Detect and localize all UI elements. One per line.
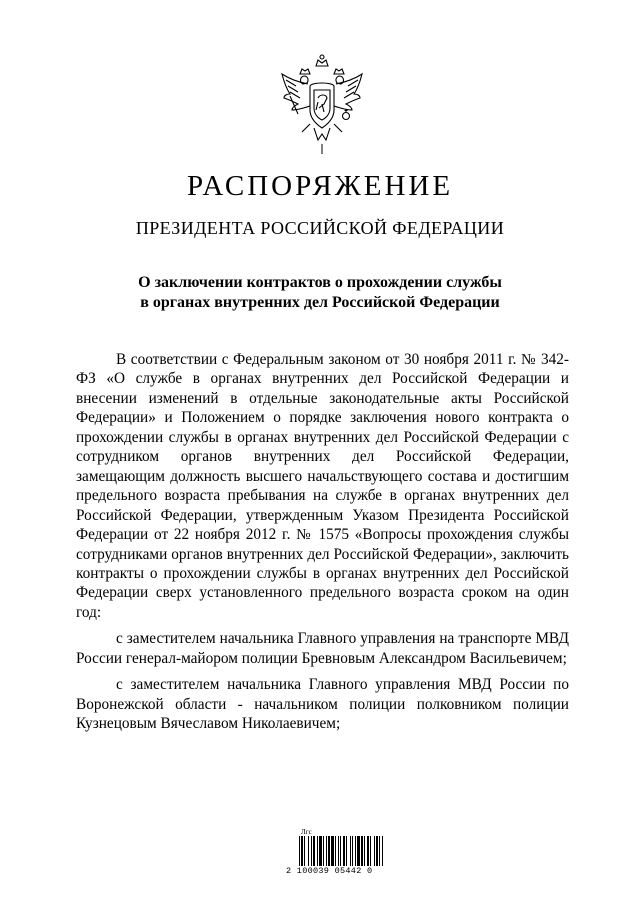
barcode-icon — [299, 836, 383, 866]
body-paragraph-3: с заместителем начальника Главного управления МВД России по Воронежской области - начальником полиции полковником полиции Кузнецовым Вячеславом Николаевичем; — [76, 676, 569, 733]
russian-coat-of-arms-icon — [272, 52, 372, 156]
registration-mark: Лгс — [301, 828, 312, 836]
barcode-number: 2 100039 05442 0 — [286, 866, 373, 876]
issuer-title: ПРЕЗИДЕНТА РОССИЙСКОЙ ФЕДЕРАЦИИ — [135, 218, 505, 238]
document-type-title: РАСПОРЯЖЕНИЕ — [186, 170, 454, 202]
heading-line-1: О заключении контрактов о прохождении службы — [138, 274, 502, 291]
heading-line-2: в органах внутренних дел Российской Федерации — [140, 294, 500, 311]
document-heading — [0, 273, 640, 313]
body-paragraph-2: с заместителем начальника Главного управления на транспорте МВД России генерал-майором полиции Бревновым Александром Васильевичем; — [76, 630, 569, 667]
document-body — [76, 350, 569, 734]
body-paragraph-1: В соответствии с Федеральным законом от 30 ноября 2011 г. № 342-ФЗ «О службе в органах внутренних дел Российской Федерации и внесении изменений в отдельные законодательные акты Российской Федерации» и Положением о порядке заключения нового контракта о прохождении службы в органах внутренних дел Российской Федерации с сотрудником органов внутренних дел Российской Федерации, замещающим должность высшего начальствующего состава и достигшим предельного возраста пребывания на службе в органах внутренних дел Российской Федерации, утвержденным Указом Президента Российской Федерации от 22 ноября 2012 г. № 1575 «Вопросы прохождения службы сотрудниками органов внутренних дел Российской Федерации», заключить контракты о прохождении службы в органах внутренних дел Российской Федерации сверх установленного предельного возраста сроком на один год: — [76, 351, 569, 621]
